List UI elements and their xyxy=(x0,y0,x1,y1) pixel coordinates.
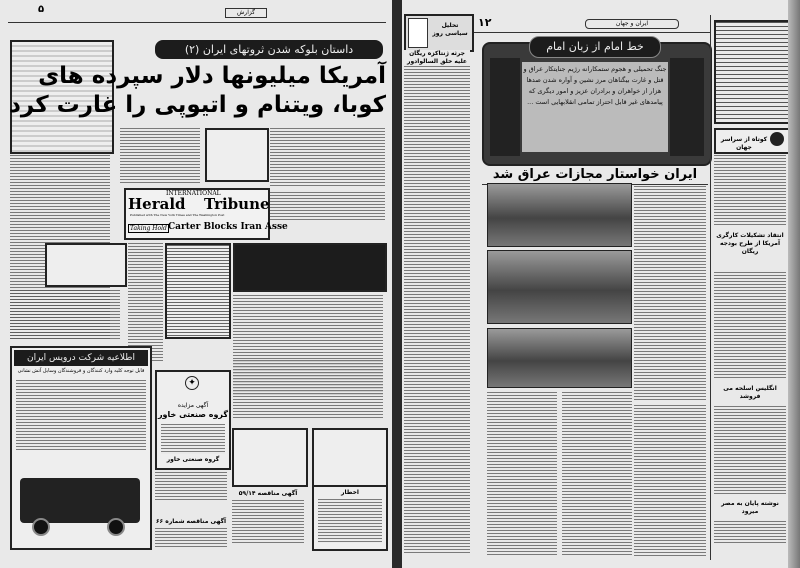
classified-ad xyxy=(312,428,388,487)
article-text xyxy=(10,290,120,340)
herald-tribune-clipping xyxy=(124,188,288,240)
header-rule xyxy=(8,22,386,23)
article-text xyxy=(562,392,632,557)
photo-2 xyxy=(487,250,632,324)
herald-subtitle: Published with The New York Times and The Washington Post xyxy=(130,213,225,217)
tender-1: آگهی مناقصه ۵۹/۱۴ xyxy=(238,490,298,497)
article-text xyxy=(270,192,385,222)
article-text xyxy=(714,406,786,496)
left-col-headline: جرثه ژنتاکزه ریگان علیه خلق السالوادور xyxy=(404,50,470,66)
page-number: ۵ xyxy=(38,4,45,15)
kicker-banner: داستان بلوکه شدن ثروتهای ایران (۲) xyxy=(155,40,383,59)
section-tag: گزارش xyxy=(225,8,267,18)
right-page xyxy=(402,0,800,568)
right-col-headline: نوشته پایان به مصر میرود xyxy=(714,500,786,516)
left-col-tag: تحلیل سیاسی روز xyxy=(432,22,468,37)
page-number: ۱۲ xyxy=(478,16,492,29)
notice-ad xyxy=(312,485,388,551)
photo-1 xyxy=(487,183,632,247)
notice-title: اخطار xyxy=(341,489,359,496)
article-text xyxy=(404,15,470,555)
info-box xyxy=(714,20,790,124)
ad-text xyxy=(232,500,304,545)
ad-text xyxy=(161,424,225,454)
world-briefs-box xyxy=(714,128,790,154)
article-text xyxy=(714,272,786,380)
headline-line-2: کوبا، ویتنام و اتیوپی را غارت کرد xyxy=(9,92,386,118)
ad-fire-equipment xyxy=(10,346,152,550)
imam-side-panel xyxy=(490,58,520,156)
column-rule xyxy=(710,15,711,560)
pull-quote-box xyxy=(45,243,127,287)
ad-khavar-title: گروه صنعتی خاور xyxy=(157,410,229,419)
herald-top-label: INTERNATIONAL xyxy=(166,190,221,197)
gutter xyxy=(392,0,402,568)
herald-headline: Carter Blocks Iran Asse xyxy=(168,222,288,232)
classified-ad xyxy=(232,428,308,487)
document-clipping xyxy=(165,243,231,339)
herald-tag: Taking Hold xyxy=(130,225,167,232)
tender-2: آگهی مناقصه شماره ۶۶ xyxy=(155,518,227,525)
herald-name-left: Herald xyxy=(128,195,186,213)
truck-wheel xyxy=(107,518,125,536)
herald-name-right: Tribune xyxy=(204,195,270,213)
ad-khavar xyxy=(155,370,231,470)
ad-text xyxy=(318,499,382,543)
calendar-icon xyxy=(408,18,428,48)
page-edge-shadow xyxy=(788,0,800,568)
truck-wheel xyxy=(32,518,50,536)
mercedes-logo-icon: ✦ xyxy=(185,376,199,390)
ad-subtitle: قابل توجه کلیه وارد کنندگان و فروشندگان وسایل آتش نشانی xyxy=(17,368,145,374)
article-text xyxy=(634,405,706,557)
section-tag: ایران و جهان xyxy=(585,19,679,29)
headline-line-1: آمریکا میلیونها دلار سپرده های xyxy=(38,63,386,89)
right-col-headline: انتقاد تشکیلات کارگری آمریکا از طرح بودجه ریگان xyxy=(714,232,786,256)
ad-khavar-footer: گروه صنعتی خاور xyxy=(166,456,220,463)
highlight-box xyxy=(233,243,387,292)
article-text xyxy=(714,155,786,227)
ad-khavar-kicker: آگهی مزایده xyxy=(177,402,209,409)
pull-quote-box xyxy=(205,128,269,182)
ad-text xyxy=(155,528,227,548)
ad-text xyxy=(16,380,146,450)
article-text xyxy=(270,128,385,188)
article-text xyxy=(487,392,557,557)
main-headline: ایران خواستار مجازات عراق شد xyxy=(482,166,708,185)
globe-icon xyxy=(770,132,784,146)
photo-3 xyxy=(487,328,632,388)
imam-side-panel xyxy=(670,58,704,156)
article-text xyxy=(120,128,200,183)
world-briefs-title: کوتاه از سراسر جهان xyxy=(720,136,768,151)
article-text xyxy=(155,472,227,502)
fire-truck-image xyxy=(20,478,140,523)
article-text xyxy=(634,186,706,401)
right-col-headline: انگلیس اسلحه می فروشد xyxy=(714,385,786,401)
article-text xyxy=(128,243,163,363)
imam-box-title: خط امام از زبان امام xyxy=(529,36,661,58)
imam-quote: جنگ تحمیلی و هجوم ستمکارانه رژیم جنایتکار عراق و قتل و غارت بیگناهان مرز نشین و آواره شدن صدها هزار از خواهران و برادران عزیز و امور دیگری که پیامدهای غیر قابل احتراز تمامی انقلابهایی است ... xyxy=(522,62,668,152)
left-page xyxy=(0,0,392,568)
ad-title: اطلاعیه شرکت درویس ایران xyxy=(14,350,148,366)
article-text xyxy=(233,360,383,420)
article-text xyxy=(714,521,786,545)
left-col-header xyxy=(404,14,474,52)
imam-box xyxy=(482,42,712,166)
header-rule xyxy=(474,32,710,33)
